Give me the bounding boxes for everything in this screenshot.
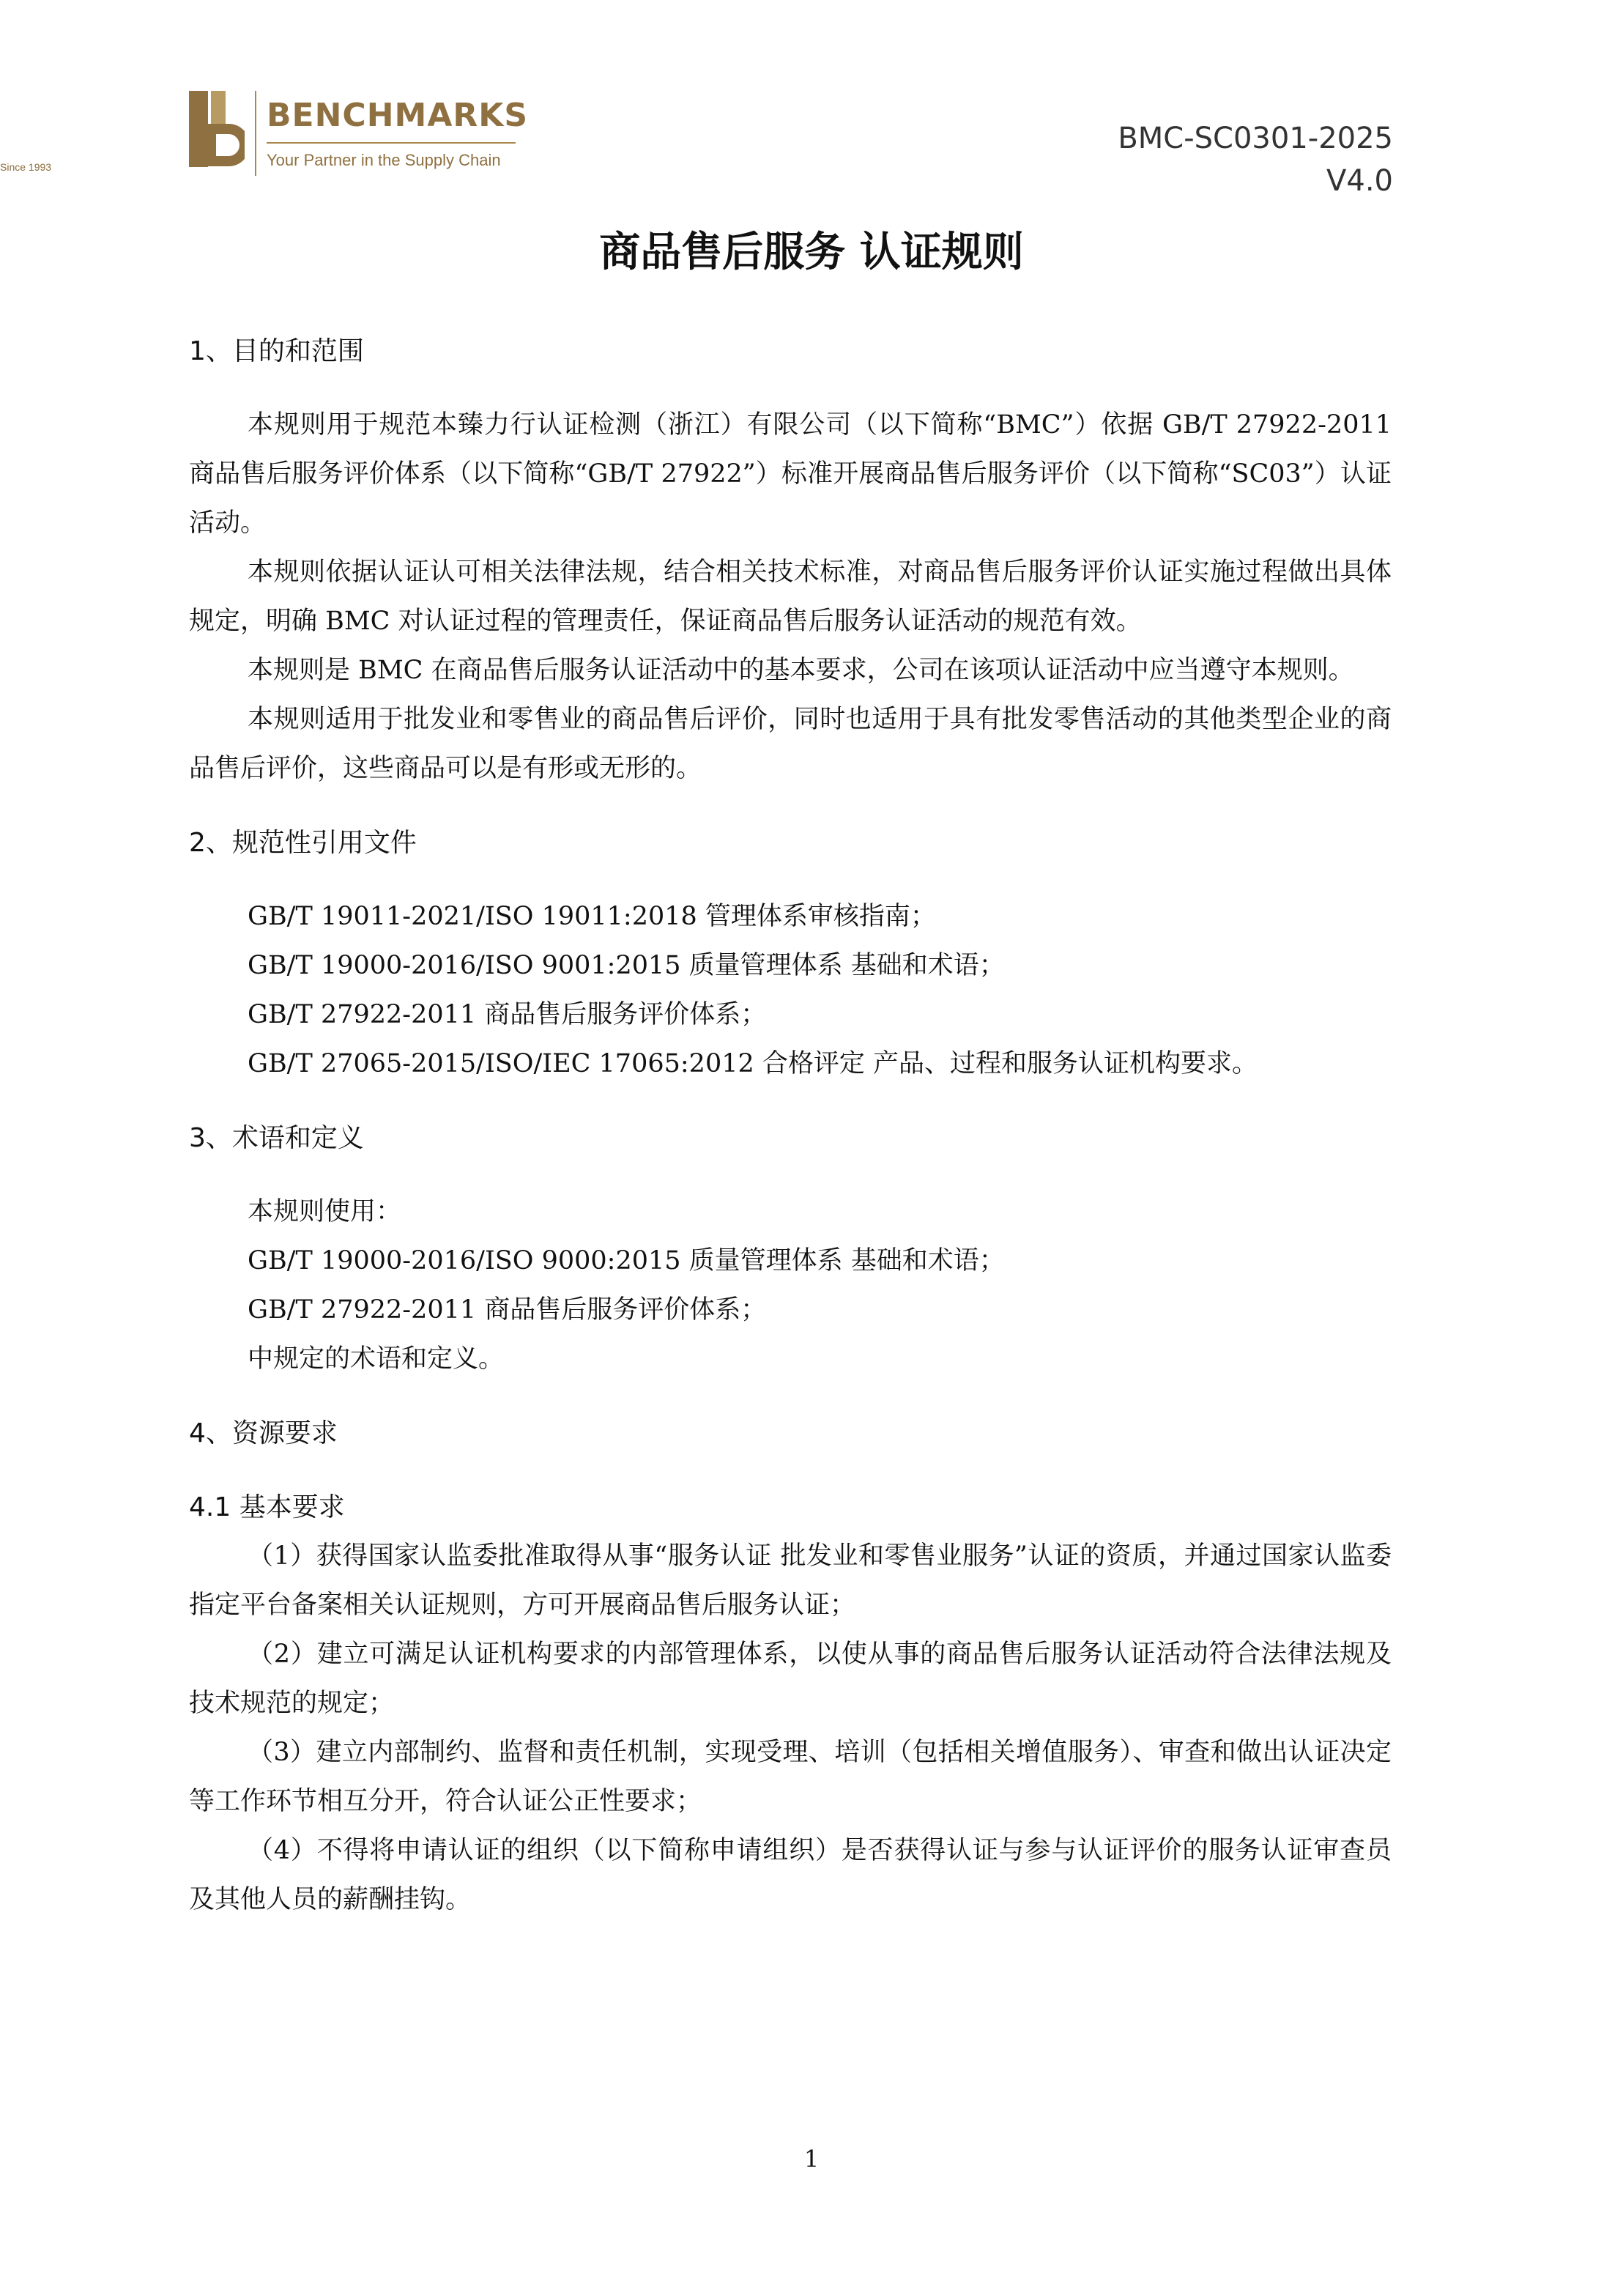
brand-tagline: Your Partner in the Supply Chain — [267, 151, 501, 169]
reference-item: GB/T 19000-2016/ISO 9001:2015 质量管理体系 基础和术语； — [248, 951, 1005, 980]
definition-line: 中规定的术语和定义。 — [248, 1344, 505, 1374]
section-heading: 4、资源要求 — [189, 1418, 338, 1448]
paragraph: （4）不得将申请认证的组织（以下简称申请组织）是否获得认证与参与认证评价的服务认证审查员及其他人员的薪酬挂钩。 — [189, 1836, 1392, 1914]
reference-item: GB/T 27922-2011 商品售后服务评价体系； — [248, 1000, 767, 1029]
section-heading: 3、术语和定义 — [189, 1123, 364, 1153]
definition-line: 本规则使用： — [248, 1197, 402, 1226]
definition-line: GB/T 27922-2011 商品售后服务评价体系； — [248, 1295, 767, 1325]
reference-item: GB/T 27065-2015/ISO/IEC 17065:2012 合格评定 产品、过程和服务认证机构要求。 — [248, 1049, 1258, 1078]
document-number: BMC-SC0301-2025 — [1118, 122, 1393, 155]
document-body — [189, 327, 1392, 1925]
document-version: V4.0 — [1326, 164, 1393, 198]
subsection-heading: 4.1 基本要求 — [189, 1492, 345, 1522]
section-heading: 2、规范性引用文件 — [189, 828, 417, 858]
paragraph: 本规则适用于批发业和零售业的商品售后评价，同时也适用于具有批发零售活动的其他类型企业的商品售后评价，这些商品可以是有形或无形的。 — [189, 705, 1392, 783]
benchmarks-b-logo-icon — [189, 91, 245, 167]
section-heading: 1、目的和范围 — [189, 336, 364, 366]
paragraph: 本规则依据认证认可相关法律法规，结合相关技术标准，对商品售后服务评价认证实施过程做出具体规定，明确 BMC 对认证过程的管理责任，保证商品售后服务认证活动的规范有效。 — [189, 558, 1392, 636]
logo-divider — [255, 91, 256, 176]
document-number-block — [1118, 117, 1393, 202]
page-number: 1 — [803, 2145, 820, 2173]
paragraph: （1）获得国家认监委批准取得从事“服务认证 批发业和零售业服务”认证的资质，并通过国家认监委指定平台备案相关认证规则，方可开展商品售后服务认证； — [189, 1541, 1392, 1620]
brand-name: BENCHMARKS — [267, 97, 529, 134]
paragraph: （3）建立内部制约、监督和责任机制，实现受理、培训（包括相关增值服务）、审查和做出认证决定等工作环节相互分开，符合认证公正性要求； — [189, 1738, 1392, 1816]
definition-line: GB/T 19000-2016/ISO 9000:2015 质量管理体系 基础和术语； — [248, 1246, 1005, 1275]
paragraph: 本规则是 BMC 在商品售后服务认证活动中的基本要求，公司在该项认证活动中应当遵守本规则。 — [248, 656, 1354, 685]
page-title: 商品售后服务 认证规则 — [599, 229, 1024, 276]
paragraph: 本规则用于规范本臻力行认证检测（浙江）有限公司（以下简称“BMC”）依据 GB/T 27922-2011 商品售后服务评价体系（以下简称“GB/T 27922”）标准开展商品售后服务评价（以下简称“SC03”）认证活动。 — [189, 410, 1392, 538]
paragraph: （2）建立可满足认证机构要求的内部管理体系，以使从事的商品售后服务认证活动符合法律法规及技术规范的规定； — [189, 1640, 1392, 1718]
brand-underline — [267, 142, 516, 144]
reference-item: GB/T 19011-2021/ISO 19011:2018 管理体系审核指南； — [248, 902, 936, 931]
brand-since: Since 1993 — [0, 161, 52, 173]
